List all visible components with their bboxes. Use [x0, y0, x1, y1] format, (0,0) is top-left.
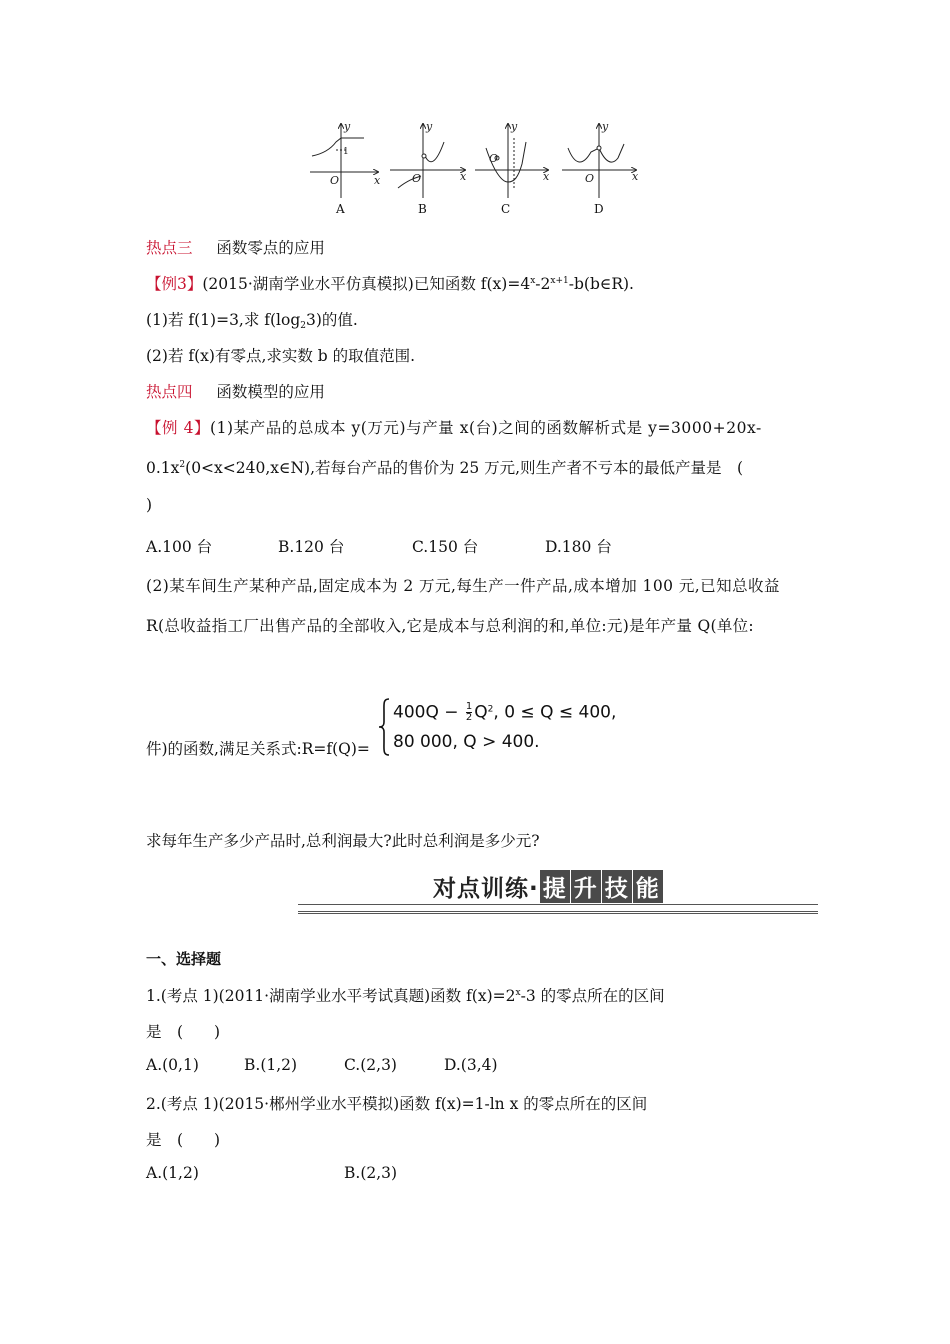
example4-option-b: B.120 台 [278, 538, 345, 556]
hot3-tag: 热点三 [146, 239, 193, 257]
example3-q1-post: 3)的值. [306, 311, 358, 329]
formula-fraction [466, 702, 472, 723]
banner-box-2: 升 [571, 870, 601, 903]
q1-option-a: A.(0,1) [146, 1056, 199, 1074]
banner-text [433, 870, 663, 903]
example3-q2: (2)若 f(x)有零点,求实数 b 的取值范围. [146, 347, 416, 365]
axis-y-label-d: y [602, 120, 609, 133]
example3-exp1: x [530, 276, 536, 286]
axis-x-label-a: x [374, 174, 381, 187]
brace-icon [377, 696, 391, 758]
formula-line1 [393, 702, 616, 723]
formula-line2: 80 000, Q > 400. [393, 732, 540, 752]
hot4-heading [146, 380, 325, 402]
example4-line2 [146, 456, 743, 478]
q1-line1-pre: 1.(考点 1)(2011·湖南学业水平考试真题)函数 f(x)=2 [146, 987, 516, 1005]
graph-label-c: C [501, 202, 511, 216]
q2-line2: 是 ( ) [146, 1131, 221, 1149]
axis-x-label-c: x [543, 170, 550, 183]
example4-part2-line1: (2)某车间生产某种产品,固定成本为 2 万元,每生产一件产品,成本增加 100 元,已知总收益 [146, 577, 780, 595]
q2-option-b: B.(2,3) [344, 1164, 398, 1182]
banner-box-4: 能 [633, 870, 663, 903]
hot4-title: 函数模型的应用 [216, 383, 325, 401]
graph-a [310, 124, 378, 198]
hot3-heading [146, 236, 325, 258]
banner-title: 对点训练· [433, 876, 539, 902]
q2-option-a: A.(1,2) [146, 1164, 199, 1182]
example4-line2-sup: 2 [179, 460, 186, 470]
example3-tag: 【例3】 [146, 275, 203, 293]
origin-label-a: O [330, 174, 340, 187]
example4-line3: ) [146, 496, 153, 514]
section1-title: 一、选择题 [146, 950, 222, 968]
axis-y-label-c: y [511, 120, 518, 133]
formula-frac-num: 1 [465, 701, 473, 712]
example4-option-a: A.100 台 [146, 538, 213, 556]
one-label: 1 [343, 147, 349, 157]
example3-exp2: x+1 [550, 276, 569, 286]
example4-part2-lead: 件)的函数,满足关系式:R=f(Q)= [146, 740, 370, 758]
q1-line1 [146, 984, 665, 1006]
example4-option-d: D.180 台 [545, 538, 612, 556]
example4-line1-text: (1)某产品的总成本 y(万元)与产量 x(台)之间的函数解析式是 y=3000+20x- [210, 419, 762, 437]
example3-q1 [146, 308, 358, 330]
graph-label-b: B [418, 202, 427, 216]
graph-b [390, 124, 465, 198]
q1-option-c: C.(2,3) [344, 1056, 397, 1074]
example4-line2-pre: 0.1x [146, 459, 180, 477]
example4-line1 [146, 416, 762, 438]
example4-option-c: C.150 台 [412, 538, 479, 556]
origin-label-b: O [412, 172, 422, 185]
formula-line1-c: , 0 ≤ Q ≤ 400, [493, 702, 617, 723]
axis-x-label-b: x [460, 170, 467, 183]
formula-line1-sup: 2 [487, 704, 494, 715]
example3-mid: -2 [535, 275, 551, 293]
formula-frac-den: 2 [465, 712, 473, 723]
formula-line1-b: Q [474, 702, 488, 723]
piecewise-formula [377, 696, 637, 758]
graph-c [475, 124, 548, 198]
q1-option-b: B.(1,2) [244, 1056, 298, 1074]
hot3-title: 函数零点的应用 [216, 239, 325, 257]
example4-tag: 【例 4】 [146, 419, 211, 437]
banner-underline [298, 904, 818, 914]
q1-line1-sup: x [515, 988, 521, 998]
banner-box-3: 技 [602, 870, 632, 903]
graph-d [562, 124, 636, 198]
graph-figure [300, 118, 640, 218]
origin-label-d: O [585, 172, 595, 185]
axis-y-label-b: y [426, 120, 433, 133]
example3-post: -b(b∈R). [568, 275, 634, 293]
graph-label-d: D [594, 202, 604, 216]
axis-y-label-a: y [344, 120, 351, 133]
example3-text: (2015·湖南学业水平仿真模拟)已知函数 f(x)=4 [202, 275, 531, 293]
q1-option-d: D.(3,4) [444, 1056, 498, 1074]
q2-line1: 2.(考点 1)(2015·郴州学业水平模拟)函数 f(x)=1-ln x 的零点所在的区间 [146, 1095, 648, 1113]
hot4-tag: 热点四 [146, 383, 193, 401]
example4-line2-post: (0<x<240,x∈N),若每台产品的售价为 25 万元,则生产者不亏本的最低产量是 ( [185, 459, 744, 477]
graph-label-a: A [336, 202, 345, 216]
axis-x-label-d: x [632, 170, 639, 183]
banner-box-1: 提 [540, 870, 570, 903]
origin-label-c: O [489, 152, 499, 165]
graph-figure-svg [300, 118, 640, 218]
formula-line1-a: 400Q − [393, 702, 464, 723]
example4-question: 求每年生产多少产品时,总利润最大?此时总利润是多少元? [146, 832, 540, 850]
example3-q1-sub: 2 [300, 321, 307, 331]
example3-stem [146, 272, 634, 294]
practice-banner [298, 868, 818, 910]
example3-q1-pre: (1)若 f(1)=3,求 f(log [146, 311, 301, 329]
q1-line2: 是 ( ) [146, 1023, 221, 1041]
example4-part2-line2: R(总收益指工厂出售产品的全部收入,它是成本与总利润的和,单位:元)是年产量 Q(单位: [146, 617, 754, 635]
q1-line1-post: -3 的零点所在的区间 [520, 987, 665, 1005]
